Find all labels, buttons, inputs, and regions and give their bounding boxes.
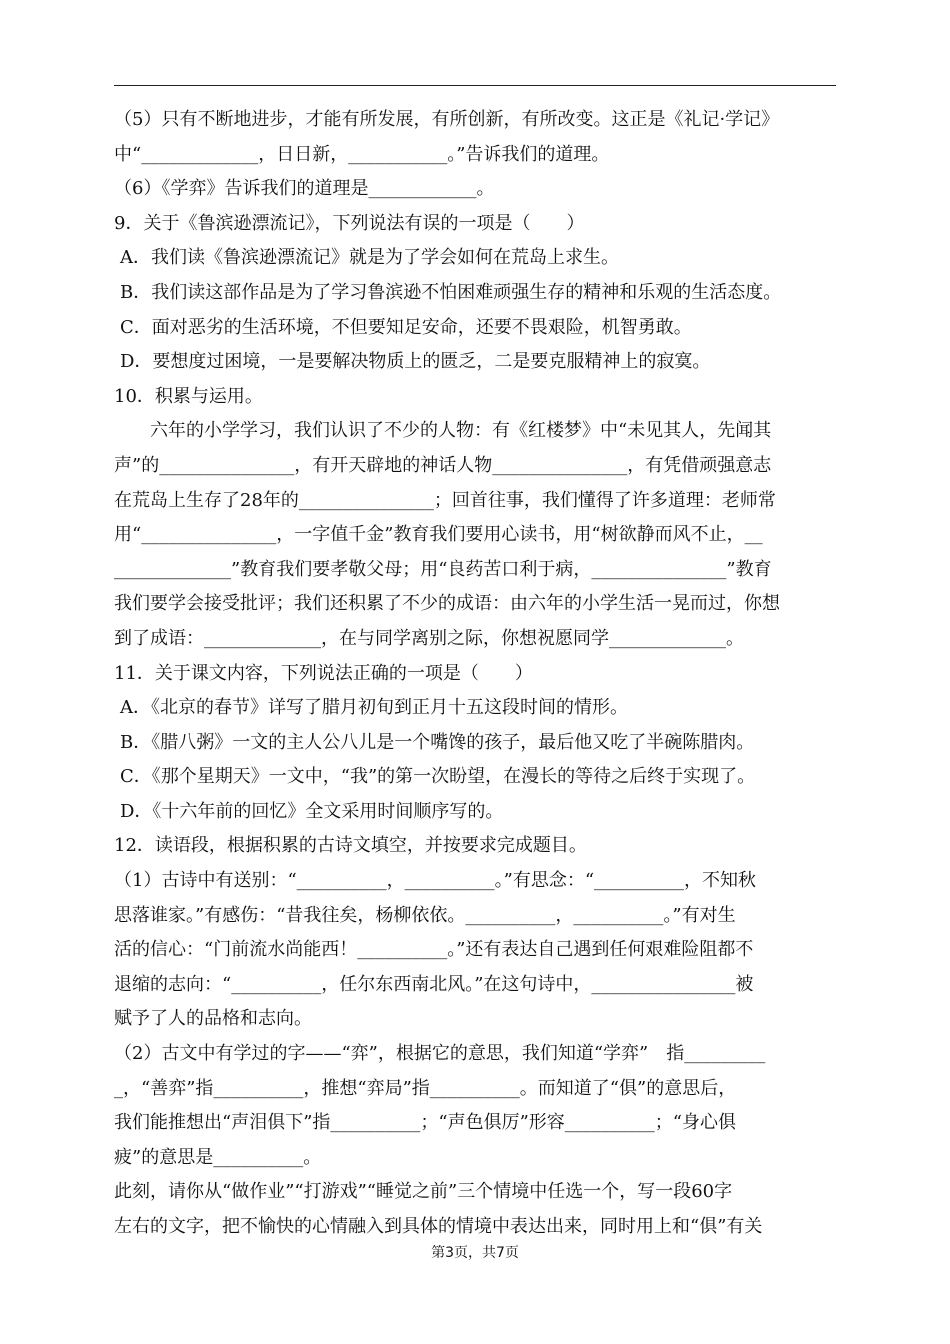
text-line: （6）《学弈》告诉我们的道理是____________。	[114, 178, 495, 200]
question-11: 11．关于课文内容，下列说法正确的一项是（ ）	[114, 662, 533, 684]
text-line: （1）古诗中有送别：“__________，__________。”有思念：“__________，不知秋	[114, 870, 757, 892]
text-line: 中“_____________，日日新，___________。”告诉我们的道理。	[114, 143, 610, 165]
page-body	[114, 103, 838, 1245]
page-footer: 第3页，共7页	[431, 1245, 519, 1261]
question-12: 12．读语段，根据积累的古诗文填空，并按要求完成题目。	[114, 835, 587, 857]
text-line: （2）古文中有学过的字——“弈”，根据它的意思，我们知道“学弈” 指_________	[114, 1043, 766, 1065]
text-line: _，“善弈”指__________，推想“弈局”指__________。而知道了“俱”的意思后，	[114, 1077, 737, 1099]
text-line: 用“_______________，一字值千金”教育我们要用心读书，用“树欲静而风不止，__	[114, 524, 763, 546]
text-line: 退缩的志向：“__________，任尔东西南北风。”在这句诗中，________________被	[114, 973, 754, 995]
option-b: B．《腊八粥》一文的主人公八儿是一个嘴馋的孩子，最后他又吃了半碗陈腊肉。	[120, 731, 755, 753]
text-line: 活的信心：“门前流水尚能西！__________。”还有表达自己遇到任何艰难险阻都不	[114, 939, 754, 961]
text-line: 赋予了人的品格和志向。	[114, 1008, 312, 1030]
text-line: 疲”的意思是__________。	[114, 1146, 322, 1168]
header-rule	[114, 85, 836, 86]
text-line: 此刻，请你从“做作业”“打游戏”“睡觉之前”三个情境中任选一个，写一段60字	[114, 1181, 733, 1203]
text-line: （5）只有不断地进步，才能有所发展，有所创新，有所改变。这正是《礼记·学记》	[114, 109, 780, 130]
text-line: 六年的小学学习，我们认识了不少的人物：有《红楼梦》中“未见其人，先闻其	[114, 420, 772, 442]
text-line: 思落谁家。”有感伤：“昔我往矣，杨柳依依。__________，__________。”有对生	[114, 904, 736, 926]
text-line: 到了成语：_____________，在与同学离别之际，你想祝愿同学_____________。	[114, 627, 744, 649]
text-line: _____________”教育我们要孝敬父母；用“良药苦口利于病，_______________”教育	[114, 558, 772, 580]
option-a: A．我们读《鲁滨逊漂流记》就是为了学会如何在荒岛上求生。	[120, 247, 619, 269]
text-line: 左右的文字，把不愉快的心情融入到具体的情境中表达出来，同时用上和“俱”有关	[114, 1216, 763, 1237]
option-c: C．《那个星期天》一文中，“我”的第一次盼望，在漫长的等待之后终于实现了。	[120, 766, 756, 788]
text-line: 在荒岛上生存了28年的_______________；回首往事，我们懂得了许多道理：老师常	[114, 489, 776, 511]
option-d: D．《十六年前的回忆》全文采用时间顺序写的。	[120, 800, 504, 822]
text-line: 声”的_______________，有开天辟地的神话人物_______________，有凭借顽强意志	[114, 454, 772, 476]
text-line: 我们能推想出“声泪俱下”指__________；“声色俱厉”形容__________；“身心俱	[114, 1112, 737, 1134]
option-b: B．我们读这部作品是为了学习鲁滨逊不怕困难顽强生存的精神和乐观的生活态度。	[120, 281, 782, 303]
question-9: 9．关于《鲁滨逊漂流记》，下列说法有误的一项是（ ）	[114, 212, 585, 234]
question-10: 10．积累与运用。	[114, 385, 263, 407]
text-line: 我们要学会接受批评；我们还积累了不少的成语：由六年的小学生活一晃而过，你想	[114, 593, 780, 615]
option-a: A．《北京的春节》详写了腊月初旬到正月十五这段时间的情形。	[120, 697, 628, 719]
option-c: C．面对恶劣的生活环境，不但要知足安命，还要不畏艰险，机智勇敢。	[120, 316, 692, 338]
option-d: D．要想度过困境，一是要解决物质上的匮乏，二是要克服精神上的寂寞。	[120, 351, 711, 373]
